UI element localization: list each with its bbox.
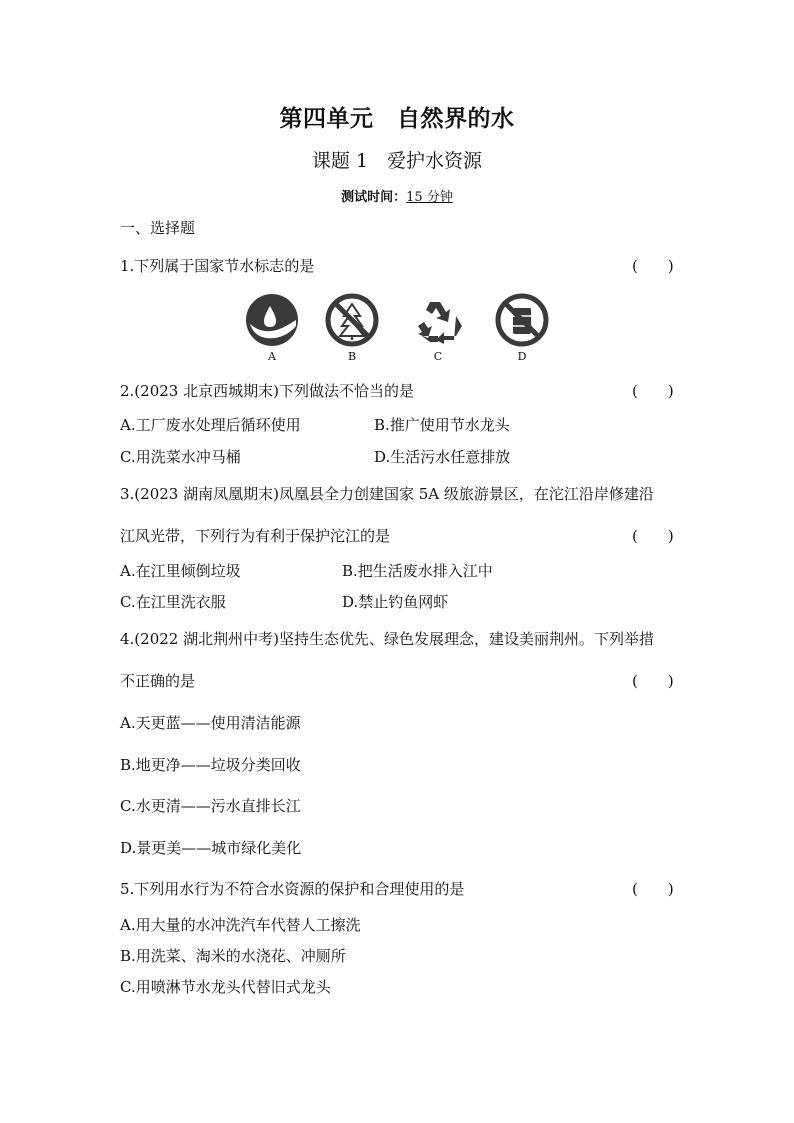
answer-blank-4: ( ) (632, 672, 674, 690)
question-1-icons (240, 292, 560, 362)
water-drop-in-hand-icon (244, 292, 300, 348)
answer-blank-1: ( ) (632, 257, 674, 275)
option-a-icon-group (242, 292, 302, 363)
question-4-option-d: D.景更美——城市绿化美化 (120, 839, 302, 857)
recycle-icon (410, 292, 466, 348)
question-3-option-c: C.在江里洗衣服 (120, 593, 226, 611)
question-4-option-c: C.水更清——污水直排长江 (120, 797, 301, 815)
question-2-text: 2.(2023 北京西城期末)下列做法不恰当的是 (120, 382, 414, 400)
option-b-label: B (347, 350, 357, 363)
question-2-option-d: D.生活污水任意排放 (374, 448, 511, 466)
question-5-text: 5.下列用水行为不符合水资源的保护和合理使用的是 (120, 880, 465, 898)
question-4-text-line-1: 4.(2022 湖北荆州中考)坚持生态优先、绿色发展理念，建设美丽荆州。下列举措 (120, 630, 654, 648)
question-3-option-d: D.禁止钓鱼网虾 (342, 593, 449, 611)
question-3-text-line-1: 3.(2023 湖南凤凰期末)凤凰县全力创建国家 5A 级旅游景区，在沱江沿岸修建沿 (120, 485, 654, 503)
no-logging-icon (324, 292, 380, 348)
question-3-option-b: B.把生活废水排入江中 (342, 562, 493, 580)
answer-blank-2: ( ) (632, 382, 674, 400)
question-4-option-a: A.天更蓝——使用清洁能源 (120, 714, 301, 732)
option-d-label: D (517, 350, 527, 363)
question-4-text-line-2: 不正确的是 (120, 672, 196, 690)
test-time-label: 测试时间： (341, 190, 407, 205)
option-c-label: C (433, 350, 443, 363)
answer-blank-3: ( ) (632, 527, 674, 545)
question-1-text: 1.下列属于国家节水标志的是 (120, 257, 315, 275)
no-barrel-dumping-icon (494, 292, 550, 348)
option-a-label: A (268, 350, 276, 363)
question-5-option-b: B.用洗菜、淘米的水浇花、冲厕所 (120, 947, 346, 965)
option-d-icon-group (492, 292, 552, 363)
question-2-option-c: C.用洗菜水冲马桶 (120, 448, 241, 466)
page-title: 第四单元 自然界的水 (279, 106, 515, 132)
test-time-value: 15 分钟 (406, 190, 453, 205)
question-5-option-a: A.用大量的水冲洗汽车代替人工擦洗 (120, 916, 361, 934)
lesson-subtitle: 课题 1 爱护水资源 (311, 150, 483, 172)
section-heading: 一、选择题 (120, 219, 196, 237)
question-2-option-a: A.工厂废水处理后循环使用 (120, 416, 301, 434)
question-2-option-b: B.推广使用节水龙头 (374, 416, 510, 434)
question-5-option-c: C.用喷淋节水龙头代替旧式龙头 (120, 978, 331, 996)
option-c-icon-group (408, 292, 468, 363)
question-3-text-line-2: 江风光带，下列行为有利于保护沱江的是 (120, 527, 391, 545)
question-3-option-a: A.在江里倾倒垃圾 (120, 562, 241, 580)
question-4-option-b: B.地更净——垃圾分类回收 (120, 756, 301, 774)
answer-blank-5: ( ) (632, 880, 674, 898)
test-time (0, 186, 794, 205)
option-b-icon-group (322, 292, 382, 363)
